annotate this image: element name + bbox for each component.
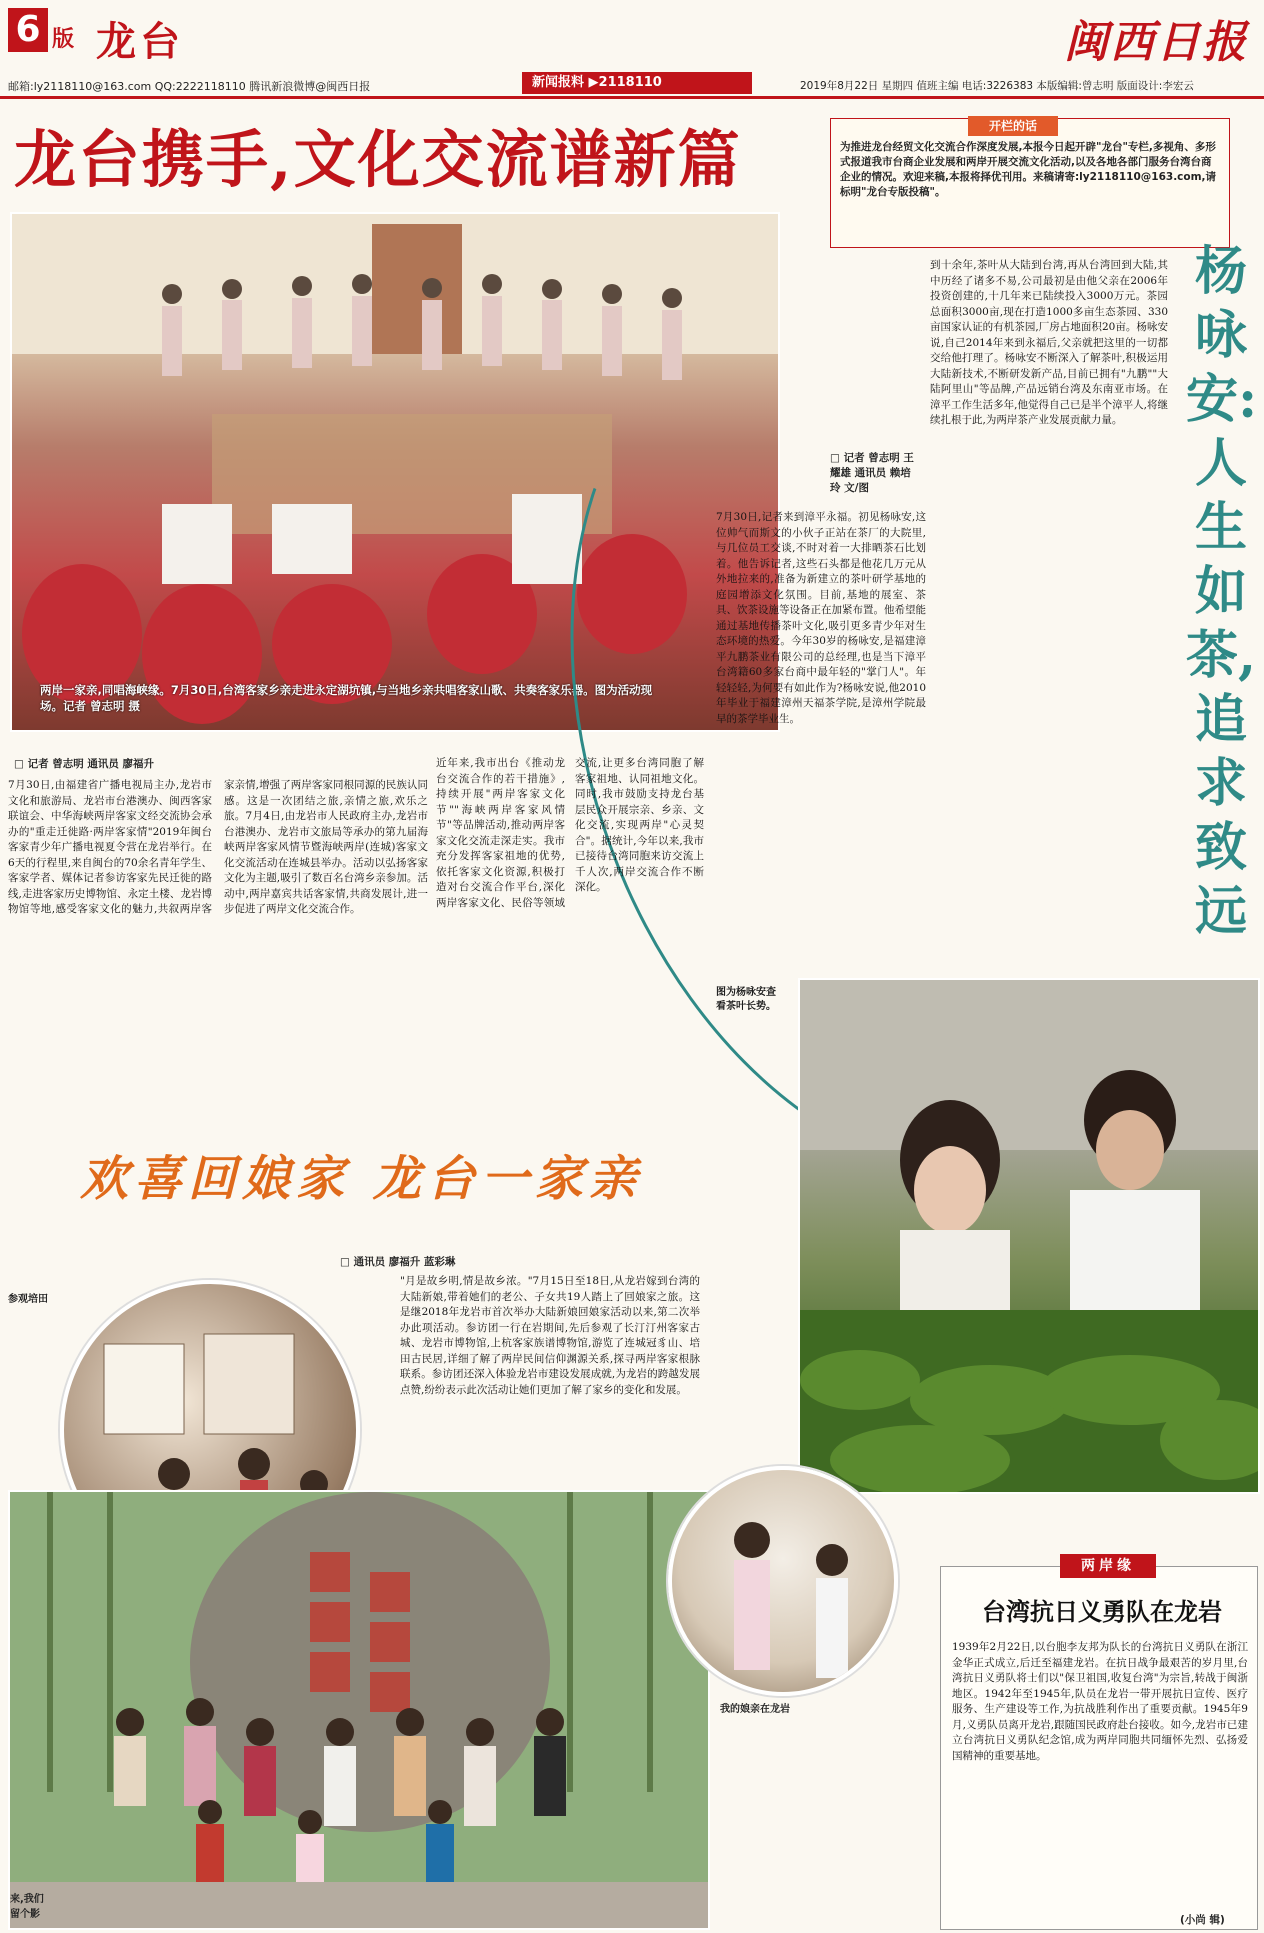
group-photo	[8, 1490, 710, 1930]
children-scene	[672, 1470, 898, 1696]
profile-byline: □ 记者 曾志明 王耀雄 通讯员 赖培玲 文/图	[830, 452, 914, 494]
editor-note-text: 为推进龙台经贸文化交流合作深度发展,本报今日起开辟"龙台"专栏,多视角、多形式报道我市台商企业发展和两岸开展交流文化活动,以及各地各部门服务台湾台商企业的情况。欢迎来稿,本报将择优刊用。来稿请寄:ly2118110@163.com,请标明"龙台专版投稿"。	[840, 141, 1217, 198]
date-line: 2019年8月22日 星期四 值班主编 电话:3226383 本版编辑:曾志明 版面设计:李宏云	[800, 80, 1194, 92]
profile-vertical-title: 杨咏安:人生如茶,追求致远	[1186, 241, 1258, 942]
main-story-body: 7月30日,由福建省广播电视局主办,龙岩市文化和旅游局、龙岩市台港澳办、闽西客家联谊会、中华海峡两岸客家文经交流协会承办的"重走迁徙路·两岸客家情"2019年闽台客家青少年广播电视夏令营在龙岩举行。在6天的行程里,来自闽台的70余名青年学生、客家学者、媒体记者参访客家先民迁徙的路线,走进客家历史博物馆、永定土楼、龙岩博物馆等地,感受客家文化的魅力,共叙两岸客家亲情,增强了两岸客家同根同源的民族认同感。这是一次团结之旅,亲情之旅,欢乐之旅。7月4日,由龙岩市人民政府主办,龙岩市台港澳办、龙岩市文旅局等承办的第九届海峡两岸客家风情节暨海峡两岸(连城)客家文化交流活动在连城县举办。活动以弘扬客家文化为主题,吸引了数百名台湾乡亲参加。活动中,两岸嘉宾共话客家情,共商发展计,进一步促进了两岸文化交流合作。	[8, 779, 428, 915]
masthead-rule	[0, 96, 1264, 99]
edition-number: 6	[8, 8, 48, 52]
liangan-title: 台湾抗日义勇队在龙岩	[982, 1597, 1222, 1626]
homecoming-byline: □ 通讯员 廖福升 蓝彩琳	[340, 1256, 456, 1268]
group-photo-scene	[10, 1492, 710, 1930]
main-story-byline: □ 记者 曾志明 通讯员 廖福升	[14, 758, 155, 770]
profile-body-left: 7月30日,记者来到漳平永福。初见杨咏安,这位帅气而斯文的小伙子正站在茶厂的大院里,与几位员工交谈,不时对着一大排晒茶石比划着。他告诉记者,这些石头都是他花几万元从外地拉来的,准备为新建立的茶叶研学基地的庭园增添文化氛围。目前,基地的展室、茶具、饮茶设施等设备正在加紧布置。他希望能通过基地传播茶叶文化,吸引更多青少年对生态环境的热爱。今年30岁的杨咏安,是福建漳平九鹏茶业有限公司的总经理,也是当下漳平台湾籍60多家台商中最年轻的"掌门人"。年轻轻轻,为何要有如此作为?杨咏安说,他2010年毕业于福建漳州天福茶学院,是漳州学院最早的茶学毕业生。	[716, 511, 926, 725]
children-circle-photo	[668, 1466, 898, 1696]
news-tip-banner: 新闻报料 ▶2118110	[522, 72, 752, 94]
caption-photo: 来,我们留个影	[10, 1894, 44, 1920]
liangan-tag: 两岸缘	[1060, 1554, 1156, 1578]
tea-farm-photo	[798, 978, 1260, 1494]
tea-photo-scene	[800, 980, 1260, 1494]
tea-photo-caption: 图为杨咏安查看茶叶长势。	[716, 987, 776, 1012]
liangan-author: (小尚 辑)	[1180, 1914, 1225, 1926]
edition-suffix: 版	[52, 27, 75, 52]
paper-name: 闽西日报	[1064, 17, 1248, 68]
main-photo-caption: 两岸一家亲,同唱海峡缘。7月30日,台湾客家乡亲走进永定湖坑镇,与当地乡亲共唱客家山歌、共奏客家乐器。图为活动现场。记者 曾志明 摄	[40, 683, 653, 713]
caption-mother-home: 我的娘亲在龙岩	[720, 1704, 790, 1715]
homecoming-headline: 欢喜回娘家 龙台一家亲	[80, 1151, 643, 1207]
main-story-body-2: 近年来,我市出台《推动龙台交流合作的若干措施》,持续开展"两岸客家文化节""海峡两岸客家风情节"等品牌活动,推动两岸客家文化交流走深走实。我市充分发挥客家祖地的优势,依托客家文化资源,积极打造对台交流合作平台,深化两岸客家文化、民俗等领域交流,让更多台湾同胞了解客家祖地、认同祖地文化。同时,我市鼓励支持龙台基层民众开展宗亲、乡亲、文化交流,实现两岸"心灵契合"。据统计,今年以来,我市已接待台湾同胞来访交流上千人次,两岸交流合作不断深化。	[436, 757, 704, 909]
editor-note-tag: 开栏的话	[968, 116, 1058, 136]
caption-peitian: 参观培田	[8, 1294, 48, 1305]
main-headline: 龙台携手,文化交流谱新篇	[14, 123, 742, 196]
homecoming-body: "月是故乡明,情是故乡浓。"7月15日至18日,从龙岩嫁到台湾的大陆新娘,带着她们的老公、子女共19人踏上了回娘家之旅。这是继2018年龙岩市首次举办大陆新娘回娘家活动以来,第二次举办此项活动。参访团一行在岩期间,先后参观了长汀汀州客家古城、龙岩市博物馆,上杭客家族谱博物馆,游览了连城冠豸山、培田古民居,详细了解了两岸民间信仰渊源关系,探寻两岸客家根脉联系。参访团还深入体验龙岩市建设发展成就,为龙岩的跨越发展点赞,纷纷表示此次活动让她们更加了解了家乡的变化和发展。	[400, 1275, 700, 1396]
contact-line: 邮箱:ly2118110@163.com QQ:2222118110 腾讯新浪微博@闽西日报	[8, 80, 371, 93]
section-title: 龙台	[96, 19, 184, 65]
profile-body-right: 到十余年,茶叶从大陆到台湾,再从台湾回到大陆,其中历经了诸多不易,公司最初是由他父亲在2006年投资创建的,十几年来已陆续投入3000万元。茶园总面积3000亩,现在打造1000多亩生态茶园、330亩国家认证的有机茶园,厂房占地面积20亩。杨咏安说,自己2014年来到永福后,父亲就把这里的一切都交给他打理了。杨咏安不断深入了解茶叶,积极运用大陆新技术,不断研发新产品,目前已拥有"九鹏""大陆阿里山"等品牌,产品远销台湾及东南亚市场。在漳平工作生活多年,他觉得自己已是半个漳平人,将继续扎根于此,为两岸茶产业发展贡献力量。	[930, 259, 1168, 426]
liangan-body: 1939年2月22日,以台胞李友邦为队长的台湾抗日义勇队在浙江金华正式成立,后迁至福建龙岩。在抗日战争最艰苦的岁月里,台湾抗日义勇队将士们以"保卫祖国,收复台湾"为宗旨,转战于闽浙地区。1942年至1945年,队员在龙岩一带开展抗日宣传、医疗服务、生产建设等工作,为抗战胜利作出了重要贡献。1945年9月,义勇队员离开龙岩,跟随国民政府赴台接收。如今,龙岩市已建立台湾抗日义勇队纪念馆,成为两岸同胞共同缅怀先烈、弘扬爱国精神的重要基地。	[952, 1641, 1248, 1762]
